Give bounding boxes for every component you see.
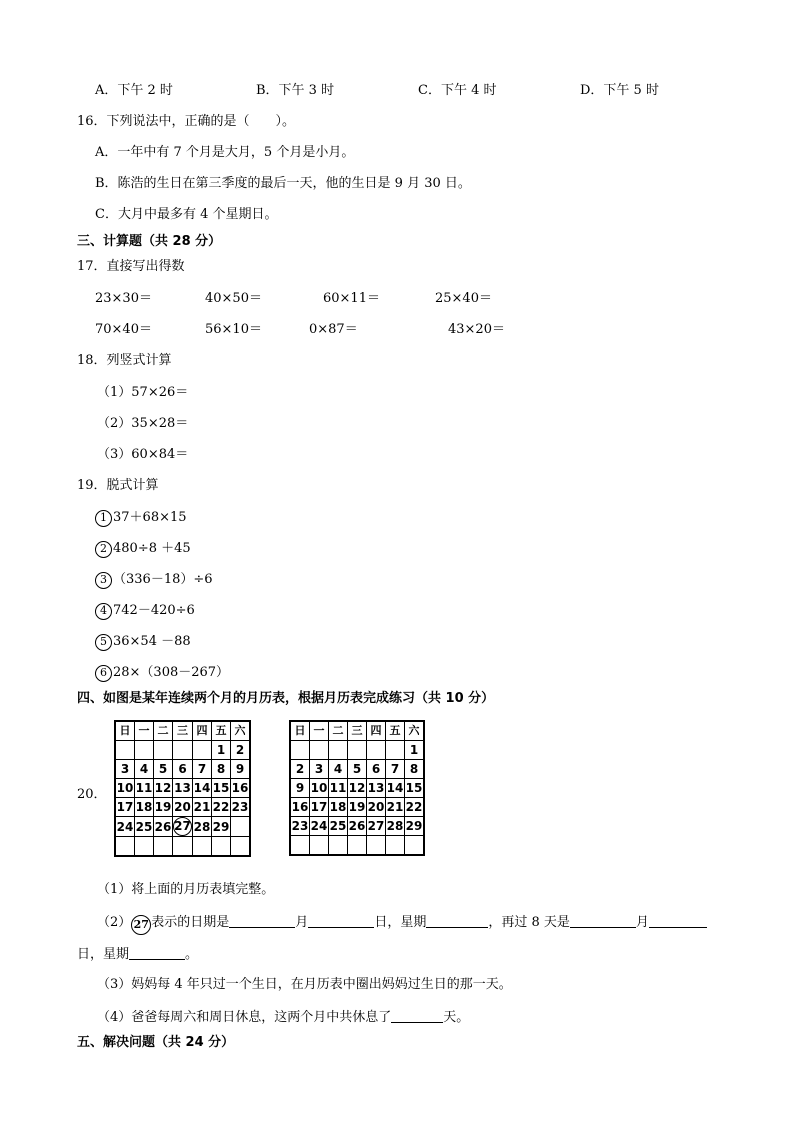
calendar-day-cell[interactable] (367, 836, 386, 856)
calendar-day-cell[interactable]: 9 (290, 779, 310, 798)
q20-label: 20． (77, 787, 107, 802)
calendar-day-cell[interactable]: 15 (405, 779, 425, 798)
calendar-day-cell[interactable]: 3 (115, 760, 135, 779)
calendar-day-cell[interactable]: 13 (173, 779, 193, 798)
calendar-day-cell[interactable]: 16 (290, 798, 310, 817)
calendar-day-cell[interactable]: 5 (154, 760, 173, 779)
q18-item: （2）35×28＝ (97, 416, 189, 431)
sub2-prefix: （2） (97, 915, 132, 930)
calendar-day-cell[interactable] (348, 836, 367, 856)
calendar-day-cell[interactable]: 23 (290, 817, 310, 836)
calendar-day-cell[interactable]: 8 (405, 760, 425, 779)
calendar-day-cell[interactable] (329, 741, 348, 760)
q17-item: 25×40＝ (435, 291, 492, 306)
calendar-day-cell[interactable] (386, 741, 405, 760)
calendar-day-cell[interactable]: 28 (193, 817, 212, 837)
q19-item (95, 571, 213, 589)
calendar-day-cell[interactable]: 22 (405, 798, 425, 817)
calendar-day-cell[interactable] (193, 837, 212, 857)
calendar-day-cell[interactable]: 25 (329, 817, 348, 836)
calendar-day-cell[interactable]: 7 (193, 760, 212, 779)
answer-blank[interactable] (229, 913, 295, 928)
calendar-month-2 (289, 720, 425, 856)
calendar-weekday-header: 三 (173, 721, 193, 741)
calendar-day-cell[interactable] (154, 837, 173, 857)
calendar-day-cell[interactable] (173, 837, 193, 857)
circled-number: 4 (95, 603, 112, 620)
q17-item: 43×20＝ (448, 322, 505, 337)
q20-sub2-cont (77, 945, 198, 964)
calendar-day-cell[interactable]: 19 (348, 798, 367, 817)
calendar-day-cell[interactable]: 7 (386, 760, 405, 779)
sub2-text: 。 (185, 947, 199, 962)
q20-sub3: （3）妈妈每 4 年只过一个生日，在月历表中圈出妈妈过生日的那一天。 (97, 977, 512, 992)
calendar-day-cell[interactable]: 21 (193, 798, 212, 817)
calendar-day-cell[interactable]: 4 (329, 760, 348, 779)
section3-title: 三、计算题（共 28 分） (77, 234, 222, 249)
calendar-day-cell[interactable] (193, 741, 212, 760)
calendar-day-cell[interactable]: 28 (386, 817, 405, 836)
answer-blank[interactable] (129, 945, 185, 960)
calendar-day-cell[interactable]: 18 (135, 798, 154, 817)
q19-stem: 19．脱式计算 (77, 478, 159, 493)
calendar-day-cell[interactable] (367, 741, 386, 760)
q19-expr: 37＋68×15 (113, 510, 187, 525)
calendar-day-cell[interactable] (173, 741, 193, 760)
answer-blank[interactable] (308, 913, 374, 928)
q20-sub1: （1）将上面的月历表填完整。 (97, 882, 275, 897)
q19-item (95, 602, 195, 620)
calendar-day-cell[interactable] (386, 836, 405, 856)
calendar-day-cell[interactable]: 17 (115, 798, 135, 817)
q20-sub2 (97, 913, 707, 935)
calendar-day-cell[interactable]: 12 (348, 779, 367, 798)
calendar-weekday-header: 六 (405, 721, 425, 741)
calendar-day-cell[interactable]: 10 (115, 779, 135, 798)
calendar-weekday-header: 一 (310, 721, 329, 741)
calendar-day-cell[interactable]: 6 (367, 760, 386, 779)
calendar-day-cell[interactable]: 8 (212, 760, 231, 779)
q19-expr: 480÷8 ＋45 (113, 541, 191, 556)
section4-title: 四、如图是某年连续两个月的月历表，根据月历表完成练习（共 10 分） (77, 691, 495, 706)
circled-number: 1 (95, 510, 112, 527)
calendar-day-cell[interactable]: 6 (173, 760, 193, 779)
q17-item: 60×11＝ (323, 291, 380, 306)
q19-item (95, 633, 191, 651)
calendar-day-cell[interactable]: 12 (154, 779, 173, 798)
circled-number: 5 (95, 634, 112, 651)
q15-option-a: A．下午 2 时 (95, 83, 173, 98)
q19-expr: 742－420÷6 (113, 603, 195, 618)
sub2-text: 表示的日期是 (151, 915, 230, 930)
calendar-day-cell[interactable]: 2 (231, 741, 251, 760)
calendar-month-1 (114, 720, 251, 857)
calendar-day-cell[interactable] (154, 741, 173, 760)
calendar-day-cell[interactable]: 10 (310, 779, 329, 798)
q18-stem: 18．列竖式计算 (77, 353, 172, 368)
q15-option-b: B．下午 3 时 (256, 83, 335, 98)
calendar-weekday-header: 二 (154, 721, 173, 741)
calendar-day-cell[interactable]: 13 (367, 779, 386, 798)
calendar-day-cell[interactable] (348, 741, 367, 760)
sub2-text: ，再过 8 天是 (488, 915, 570, 930)
calendar-day-cell[interactable]: 2 (290, 760, 310, 779)
calendar-day-cell[interactable] (290, 836, 310, 856)
calendar-day-cell[interactable]: 11 (329, 779, 348, 798)
calendar-day-cell[interactable]: 5 (348, 760, 367, 779)
q15-option-d: D．下午 5 时 (580, 83, 659, 98)
calendar-day-cell[interactable]: 29 (212, 817, 231, 837)
answer-blank[interactable] (570, 913, 636, 928)
calendar-day-cell[interactable]: 1 (212, 741, 231, 760)
calendar-day-cell[interactable]: 22 (212, 798, 231, 817)
calendar-day-cell[interactable] (115, 741, 135, 760)
calendar-weekday-header: 日 (290, 721, 310, 741)
calendar-day-cell[interactable] (310, 741, 329, 760)
calendar-weekday-header: 六 (231, 721, 251, 741)
q16-option-b: B．陈浩的生日在第三季度的最后一天，他的生日是 9 月 30 日。 (95, 176, 471, 191)
calendar-weekday-header: 日 (115, 721, 135, 741)
calendar-day-cell[interactable]: 24 (310, 817, 329, 836)
calendar-day-cell[interactable]: 16 (231, 779, 251, 798)
calendar-day-cell[interactable]: 20 (173, 798, 193, 817)
calendar-day-cell[interactable]: 26 (154, 817, 173, 837)
calendar-day-cell[interactable] (135, 741, 154, 760)
q20-sub4 (97, 1008, 469, 1027)
calendar-day-cell[interactable] (173, 817, 193, 837)
sub4-text: 天。 (443, 1010, 470, 1025)
q19-expr: 28×（308－267） (113, 665, 230, 680)
circled-number: 2 (95, 541, 112, 558)
q17-item: 40×50＝ (205, 291, 262, 306)
calendar-day-cell[interactable] (115, 837, 135, 857)
circled-day-icon: 27 (173, 817, 192, 836)
q19-expr: 36×54 －88 (113, 634, 191, 649)
calendar-day-cell[interactable]: 17 (310, 798, 329, 817)
q15-option-c: C．下午 4 时 (418, 83, 497, 98)
circled-number: 6 (95, 665, 112, 682)
calendar-day-cell[interactable] (310, 836, 329, 856)
circled-27-icon: 27 (131, 915, 151, 935)
calendar-day-cell[interactable] (135, 837, 154, 857)
q19-item (95, 540, 191, 558)
circled-number: 3 (95, 572, 112, 589)
calendar-weekday-header: 五 (212, 721, 231, 741)
calendar-day-cell[interactable]: 15 (212, 779, 231, 798)
calendar-weekday-header: 四 (193, 721, 212, 741)
calendar-day-cell[interactable]: 21 (386, 798, 405, 817)
calendar-day-cell[interactable]: 29 (405, 817, 425, 836)
answer-blank[interactable] (649, 913, 707, 928)
sub2-text: 月 (635, 915, 649, 930)
q18-item: （1）57×26＝ (97, 385, 189, 400)
calendar-day-cell[interactable]: 27 (367, 817, 386, 836)
q17-item: 0×87＝ (309, 322, 358, 337)
calendar-day-cell[interactable]: 4 (135, 760, 154, 779)
calendar-day-cell[interactable]: 3 (310, 760, 329, 779)
calendar-weekday-header: 一 (135, 721, 154, 741)
sub2-text: 日，星期 (374, 915, 427, 930)
q17-item: 23×30＝ (95, 291, 152, 306)
q17-item: 70×40＝ (95, 322, 152, 337)
calendar-day-cell[interactable]: 19 (154, 798, 173, 817)
calendar-day-cell[interactable]: 23 (231, 798, 251, 817)
calendar-day-cell[interactable]: 20 (367, 798, 386, 817)
sub4-text: （4）爸爸每周六和周日休息，这两个月中共休息了 (97, 1010, 392, 1025)
calendar-day-cell[interactable]: 14 (193, 779, 212, 798)
calendar-weekday-header: 二 (329, 721, 348, 741)
q17-stem: 17．直接写出得数 (77, 259, 185, 274)
calendar-day-cell[interactable]: 11 (135, 779, 154, 798)
calendar-day-cell[interactable] (231, 817, 251, 837)
calendar-weekday-header: 五 (386, 721, 405, 741)
calendar-day-cell[interactable]: 1 (405, 741, 425, 760)
q17-item: 56×10＝ (205, 322, 262, 337)
answer-blank[interactable] (391, 1008, 443, 1023)
calendar-weekday-header: 三 (348, 721, 367, 741)
calendar-day-cell[interactable]: 9 (231, 760, 251, 779)
calendar-day-cell[interactable] (212, 837, 231, 857)
calendar-day-cell[interactable]: 24 (115, 817, 135, 837)
calendar-day-cell[interactable] (231, 837, 251, 857)
q19-expr: （336－18）÷6 (113, 572, 213, 587)
calendar-day-cell[interactable]: 26 (348, 817, 367, 836)
answer-blank[interactable] (426, 913, 488, 928)
calendar-day-cell[interactable] (290, 741, 310, 760)
sub2-text: 日，星期 (77, 947, 130, 962)
q16-option-c: C．大月中最多有 4 个星期日。 (95, 207, 278, 222)
calendar-day-cell[interactable]: 14 (386, 779, 405, 798)
section5-title: 五、解决问题（共 24 分） (77, 1035, 235, 1050)
q19-item (95, 509, 187, 527)
calendar-day-cell[interactable]: 25 (135, 817, 154, 837)
sub2-text: 月 (295, 915, 309, 930)
calendar-day-cell[interactable] (329, 836, 348, 856)
q16-option-a: A．一年中有 7 个月是大月，5 个月是小月。 (95, 145, 355, 160)
calendar-day-cell[interactable] (405, 836, 425, 856)
calendar-weekday-header: 四 (367, 721, 386, 741)
q18-item: （3）60×84＝ (97, 447, 189, 462)
calendar-day-cell[interactable]: 18 (329, 798, 348, 817)
q19-item (95, 664, 229, 682)
q16-stem: 16．下列说法中，正确的是（ ）。 (77, 114, 296, 129)
